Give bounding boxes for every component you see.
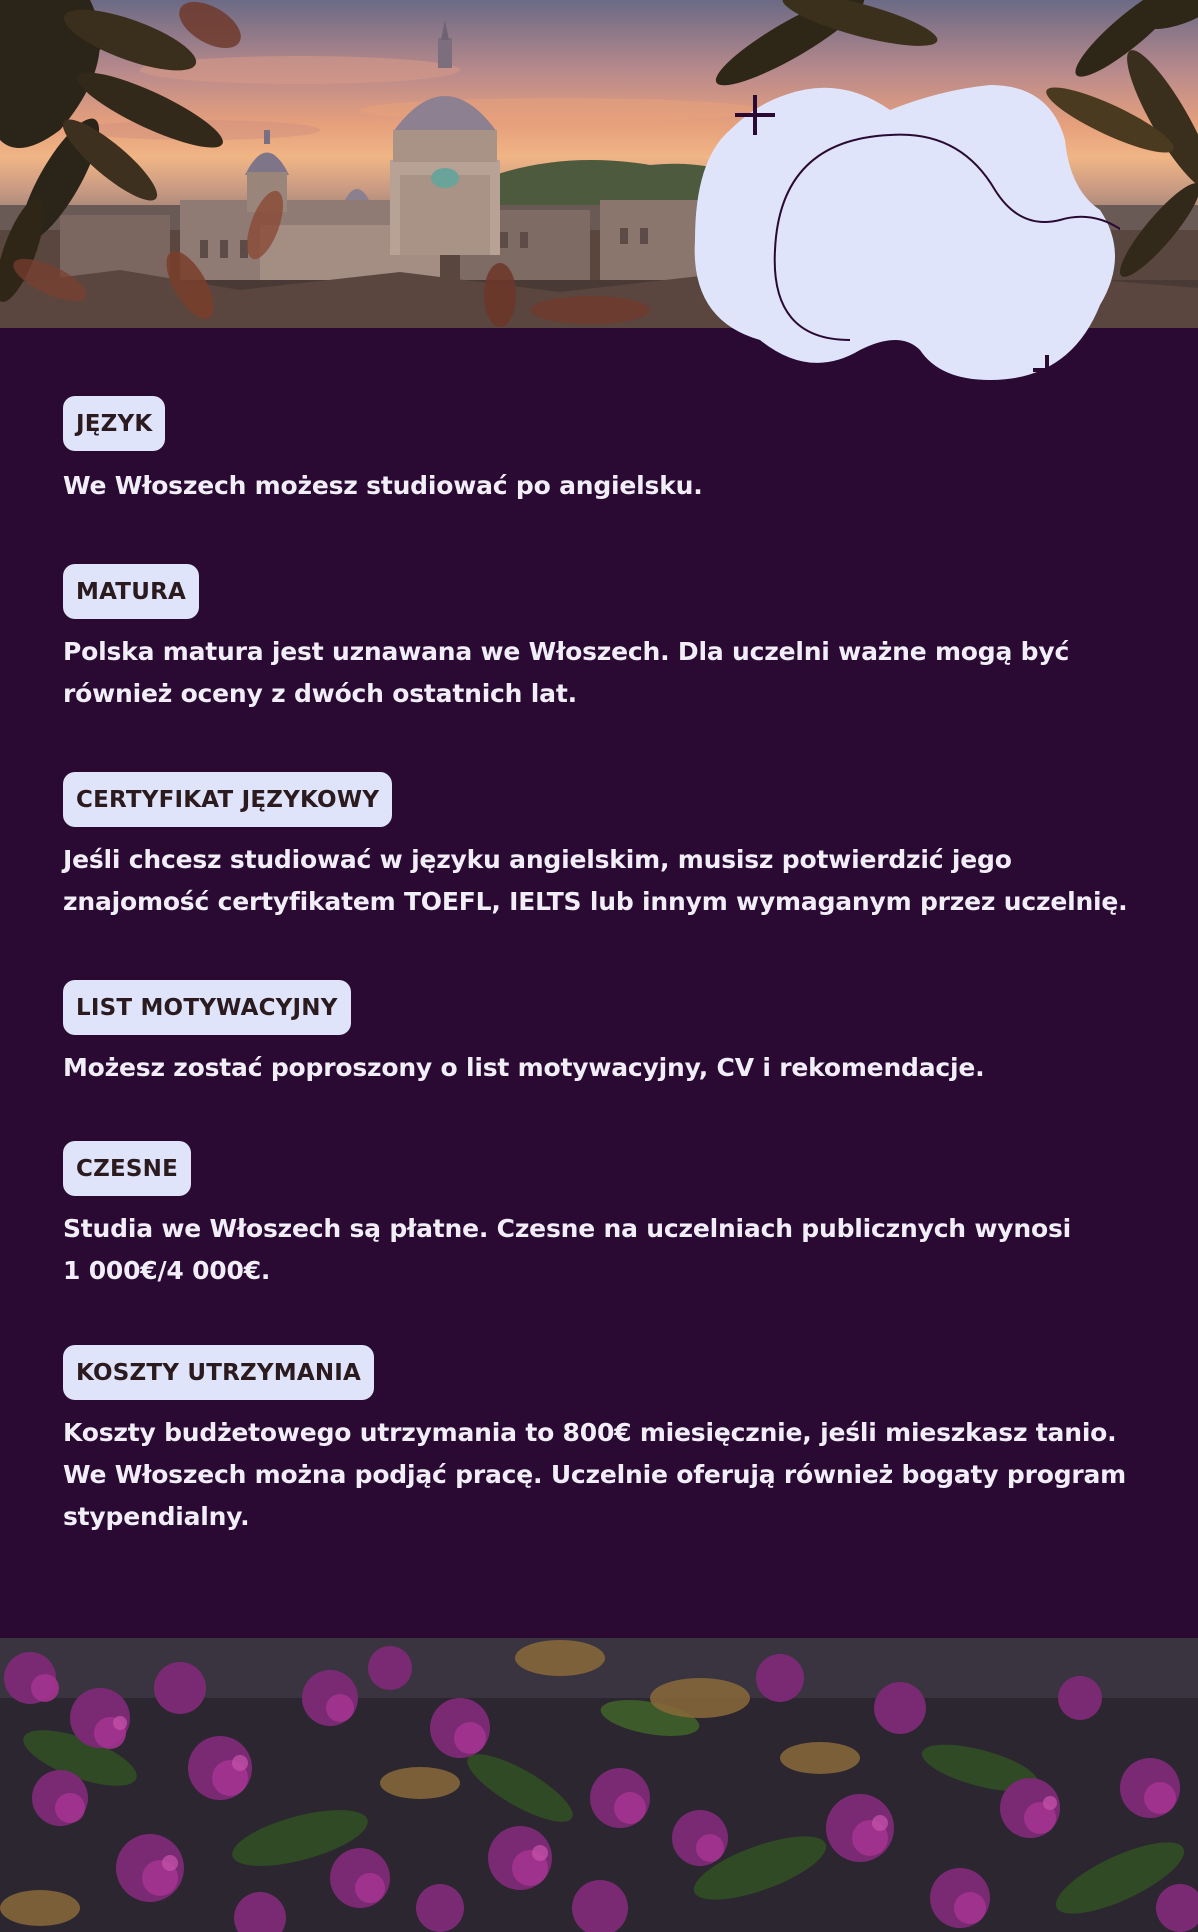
section-text: Jeśli chcesz studiować w języku angielskim, musisz potwierdzić jego znajomość certyfikatem TOEFL, IELTS lub innym wymaganym przez uczelnię. bbox=[63, 845, 1128, 916]
decorative-blob-shape bbox=[690, 80, 1120, 400]
section-tag: KOSZTY UTRZYMANIA bbox=[63, 1345, 374, 1400]
section-tag: MATURA bbox=[63, 564, 199, 619]
section-matura bbox=[63, 564, 1143, 715]
section-text: Możesz zostać poproszony o list motywacyjny, CV i rekomendacje. bbox=[63, 1053, 985, 1082]
section-living-costs bbox=[63, 1345, 1143, 1538]
bougainvillea-illustration bbox=[0, 1638, 1198, 1932]
section-tag: LIST MOTYWACYJNY bbox=[63, 980, 351, 1035]
section-text: We Włoszech możesz studiować po angielsku. bbox=[63, 471, 703, 500]
section-language bbox=[63, 396, 1143, 507]
section-tag: CZESNE bbox=[63, 1141, 191, 1196]
section-text: Polska matura jest uznawana we Włoszech. Dla uczelni ważne mogą być również oceny z dwóch ostatnich lat. bbox=[63, 637, 1070, 708]
section-tag: CERTYFIKAT JĘZYKOWY bbox=[63, 772, 392, 827]
section-language-certificate bbox=[63, 772, 1143, 923]
section-motivation-letter bbox=[63, 980, 1143, 1089]
section-tuition bbox=[63, 1141, 1143, 1292]
section-text: Studia we Włoszech są płatne. Czesne na uczelniach publicznych wynosi 1 000€/4 000€. bbox=[63, 1214, 1072, 1285]
content-panel bbox=[0, 328, 1198, 1638]
section-tag: JĘZYK bbox=[63, 396, 165, 451]
footer-image-flowers bbox=[0, 1638, 1198, 1932]
section-text: Koszty budżetowego utrzymania to 800€ miesięcznie, jeśli mieszkasz tanio. We Włoszech można podjąć pracę. Uczelnie oferują również bogaty program stypendialny. bbox=[63, 1418, 1127, 1531]
